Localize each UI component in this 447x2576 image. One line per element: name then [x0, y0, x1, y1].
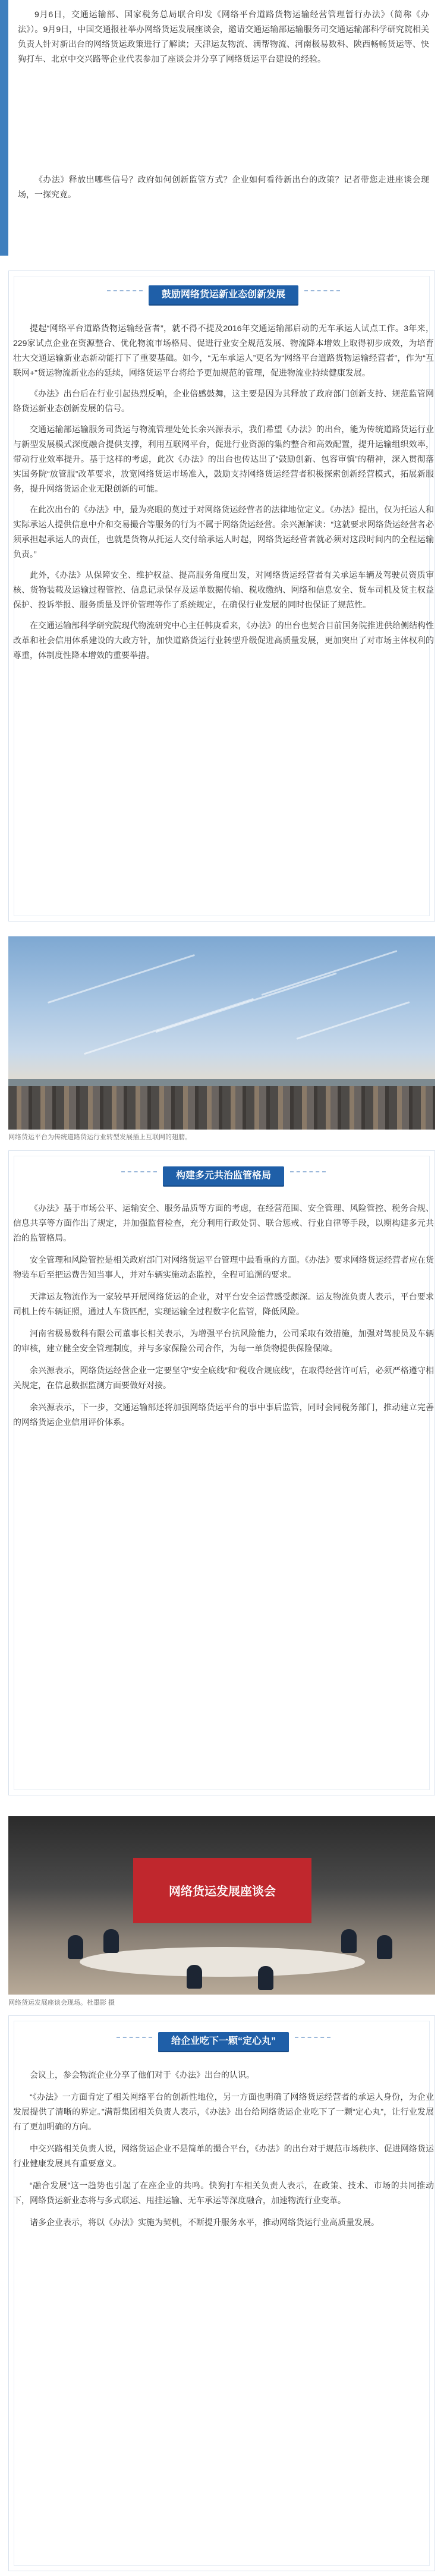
- paragraph: 天津运友物流作为一家较早开展网络货运的企业，对平台安全运营感受颇深。运友物流负责人表示，平台要求司机上传车辆证照，通过人车货匹配，实现运输全过程数字化监管，降低风险。: [13, 1292, 434, 1316]
- section-title-3: 给企业吃下一颗“定心丸”: [158, 2032, 289, 2051]
- paragraph: 诸多企业表示，将以《办法》实施为契机，不断提升服务水平，推动网络货运行业高质量发展。: [30, 2218, 379, 2227]
- paragraph: 在此次出台的《办法》中，最为亮眼的莫过于对网络货运经营者的法律地位定义。《办法》提出，仅为托运人和实际承运人提供信息中介和交易撮合等服务的行为不属于网络货运经营。余兴源解读：“这就要求网络货运经营者必须承担起承运人的责任，也就是货物从托运人交付给承运人时起，网络货运经营者就必须对这段时间内的全程运输负责。”: [13, 505, 434, 559]
- section-title-2: 构建多元共治监管格局: [163, 1166, 284, 1185]
- intro-block: [0, 0, 447, 250]
- section-2-body: [13, 1201, 434, 1430]
- paragraph: 此外，《办法》从保障安全、维护权益、提高服务角度出发，对网络货运经营者有关承运车辆及驾驶员资质审核、货物装载及运输过程管控、信息记录保存及运单数据传输、税收缴纳、网络和信息安全、货车司机及货主权益保护、投诉举报、服务质量及评价管理等作了系统规定，在确保行业发展的同时也保证了规范性。: [13, 570, 434, 609]
- section-title-1: 鼓励网络货运新业态创新发展: [149, 285, 298, 304]
- paragraph: 中交兴路相关负责人说，网络货运企业不是简单的撮合平台，《办法》的出台对于规范市场秩序、促进网络货运行业健康发展具有重要意义。: [13, 2144, 434, 2168]
- paragraph: 《办法》出台后在行业引起热烈反响，企业倍感鼓舞，这主要是因为其释放了政府部门创新支持、规范监管网络货运新业态创新发展的信号。: [13, 389, 434, 413]
- paragraph: 提起“网络平台道路货物运输经营者”，就不得不提及2016年交通运输部启动的无车承运人试点工作。3年来，229家试点企业在资源整合、优化物流市场格局、促进行业安全规范发展、物流降本增效上取得初步成效，为培育壮大交通运输新业态新动能打下了重要基础。如今，“无车承运人”更名为“网络平台道路货物运输经营者”，作为“互联网+”货运物流新业态的延续，网络货运平台将给予更加规范的管理，促进物流业持续健康发展。: [13, 323, 434, 378]
- photo-caption-2: 网络货运发展座谈会现场。杜墨影 摄: [8, 1999, 115, 2006]
- section-3-body: [13, 2068, 434, 2230]
- intro-question: 《办法》释放出哪些信号？政府如何创新监管方式？企业如何看待新出台的政策？记者带您走进座谈会现场，一探究竟。: [18, 175, 429, 199]
- paragraph: “《办法》一方面肯定了相关网络平台的创新性地位，另一方面也明确了网络货运经营者的承运人身份，为企业发展提供了清晰的界定。”满帮集团相关负责人表示，《办法》出台给网络货运企业吃下了一颗“定心丸”，让行业发展有了更加明确的方向。: [13, 2092, 434, 2131]
- paragraph: 余兴源表示，下一步，交通运输部还将加强网络货运平台的事中事后监管，同时会同税务部门，推动建立完善的网络货运企业信用评价体系。: [13, 1402, 434, 1427]
- paragraph: 交通运输部运输服务司货运与物流管理处处长余兴源表示，我们希望《办法》的出台，能为传统道路货运行业与新型发展模式深度融合提供支撑，利用互联网平台，促进行业资源的集约整合和高效配置，提升运输组织效率，带动行业效率提升。基于这样的考虑，此次《办法》的出台也传达出了“鼓励创新、包容审慎”的精神，深入贯彻落实国务院“放管服”改革要求，放宽网络货运市场准入，鼓励支持网络货运经营者积极探索创新经营模式，拓展新服务，提升网络货运企业无限创新的可能。: [13, 424, 434, 493]
- paragraph: “融合发展”这一趋势也引起了在座企业的共鸣。快狗打车相关负责人表示，在政策、技术、市场的共同推动下，网络货运新业态将与多式联运、甩挂运输、无车承运等深度融合，加速物流行业变革。: [13, 2181, 434, 2205]
- meeting-screen: [133, 1858, 311, 1923]
- freight-yard-photo: [8, 936, 435, 1130]
- photo-caption-1: 网络货运平台为传统道路货运行业转型发展插上互联网的翅膀。: [8, 1134, 191, 1141]
- paragraph: 安全管理和风险管控是相关政府部门对网络货运平台管理中最看重的方面。《办法》要求网络货运经营者应在货物装车后至把运费告知当事人，并对车辆实施动态监控，全程可追溯的要求。: [13, 1255, 434, 1279]
- paragraph: 会议上，参会物流企业分享了他们对于《办法》出台的认识。: [30, 2070, 254, 2080]
- screen-title: 网络货运发展座谈会: [169, 1885, 276, 1898]
- meeting-table: [80, 1947, 365, 1977]
- intro-paragraph: 9月6日，交通运输部、国家税务总局联合印发《网络平台道路货物运输经营管理暂行办法》（简称《办法》）。9月9日，中国交通报社举办网络货运发展座谈会，邀请交通运输部运输服务司交通运输部科学研究院相关负责人针对新出台的网络货运政策进行了解读；天津运友物流、满帮物流、河南极易数科、陕西畅畅货运等、快狗打车、北京中交兴路等企业代表参加了座谈会并分享了网络货运平台建设的经验。: [18, 10, 429, 64]
- left-accent-bar: [0, 0, 8, 256]
- paragraph: 在交通运输部科学研究院现代物流研究中心主任韩庚看来，《办法》的出台也契合目前国务院推进供给侧结构性改革和社会信用体系建设的大政方针，加快道路货运行业转型升级促进高质量发展，更加突出了对市场主体权利的尊重，体制度性降本增效的重要举措。: [13, 621, 434, 660]
- section-1-body: [13, 321, 434, 663]
- paragraph: 《办法》基于市场公平、运输安全、服务品质等方面的考虑，在经营范围、安全管理、风险管控、税务合规、信息共享等方面作出了规定，并加强监督检查，充分利用行政处罚、联合惩戒、行业自律等手段，以期构建多元共治的监管格局。: [13, 1203, 434, 1243]
- paragraph: 余兴源表示，网络货运经营企业一定要坚守“安全底线”和“税收合规底线”，在取得经营许可后，必须严格遵守相关规定，在信息数据监测方面要做好对接。: [13, 1366, 434, 1390]
- paragraph: 河南省极易数科有限公司董事长相关表示，为增强平台抗风险能力，公司采取有效措施，加强对驾驶员及车辆的审核，建立健全安全管理制度，并与多家保险公司合作，为每一单货物提供保险保障。: [13, 1329, 434, 1353]
- meeting-photo: [8, 1816, 435, 1995]
